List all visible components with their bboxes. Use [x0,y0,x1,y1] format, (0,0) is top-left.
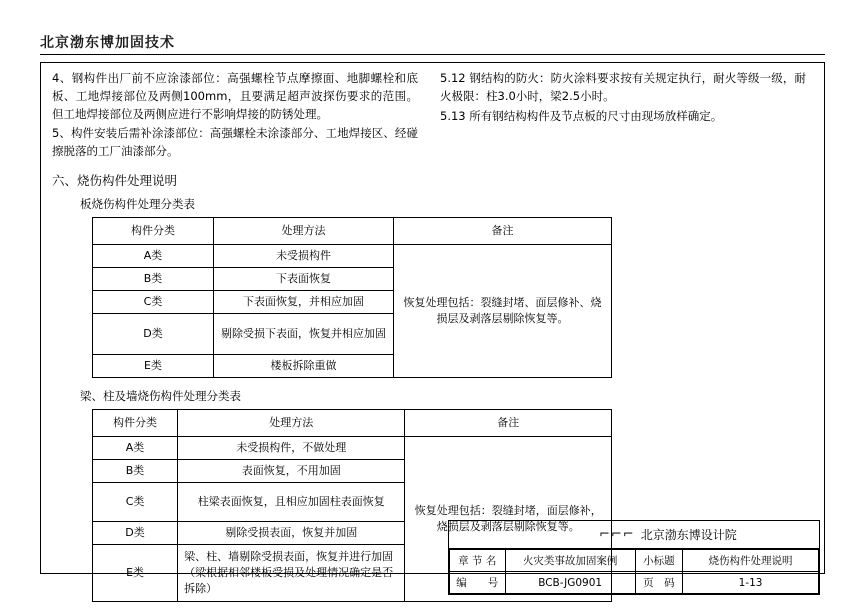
cell-class: B类 [93,268,214,291]
cell-class: C类 [93,291,214,314]
cell-method: 楼板拆除重做 [213,355,393,378]
field-label-page: 页 码 [635,572,682,594]
cell-method: 剔除受损表面，恢复并加固 [178,521,405,544]
table-row [450,550,819,572]
column-header: 备注 [394,218,612,245]
field-label-subtitle: 小标题 [635,550,682,572]
cell-method: 梁、柱、墙剔除受损表面，恢复并进行加固（梁根据相邻楼板受损及处理情况确定是否拆除） [178,544,405,601]
title-block-table [449,549,819,594]
cell-class: D类 [93,314,214,355]
column-header: 处理方法 [178,409,405,436]
cell-remark: 恢复处理包括：裂缝封堵、面层修补、烧损层及剥落层剔除恢复等。 [394,245,612,378]
cell-class: A类 [93,436,178,459]
field-value-chapter: 火灾类事故加固案例 [505,550,635,572]
header-divider [40,54,825,55]
document-header-title: 北京渤东博加固技术 [40,35,175,51]
table1-caption: 板烧伤构件处理分类表 [80,197,195,212]
paragraph: 4、钢构件出厂前不应涂漆部位：高强螺栓节点摩擦面、地脚螺栓和底板、工地焊接部位及两侧100mm，且要满足超声波探伤要求的范围。但工地焊接部位及两侧应进行不影响焊接的防锈处理。 [52,71,418,121]
title-block [448,520,820,595]
cell-class: B类 [93,459,178,482]
cell-method: 未受损构件，不做处理 [178,436,405,459]
section-heading: 六、烧伤构件处理说明 [52,173,178,189]
cell-class: E类 [93,544,178,601]
paragraph: 5.13 所有钢结构构件及节点板的尺寸由现场放样确定。 [440,108,723,123]
column-header: 构件分类 [93,218,214,245]
paragraph: 5.12 钢结构的防火：防火涂料要求按有关规定执行，耐火等级一级，耐火极限：柱3.0小时，梁2.5小时。 [440,71,806,103]
cell-class: D类 [93,521,178,544]
cell-method: 下表面恢复，并相应加固 [213,291,393,314]
cell-method: 表面恢复，不用加固 [178,459,405,482]
table-row [93,245,612,268]
column-header: 备注 [405,409,612,436]
cell-remark: 恢复处理包括：裂缝封堵，面层修补，烧损层及剥落层剔除恢复等。 [405,436,612,601]
table2-caption: 梁、柱及墙烧伤构件处理分类表 [80,389,241,403]
table-row [450,572,819,594]
table-header-row [93,409,612,436]
cell-method: 柱梁表面恢复，且相应加固柱表面恢复 [178,482,405,521]
cell-class: C类 [93,482,178,521]
field-value-number: BCB-JG0901 [505,572,635,594]
company-name: 北京渤东博设计院 [640,528,737,542]
table-row [93,436,612,459]
paragraph: 5、构件安装后需补涂漆部位：高强螺栓未涂漆部分、工地焊接区、经碰擦脱落的工厂油漆部分。 [52,126,418,159]
cell-method: 剔除受损下表面，恢复并相应加固 [213,314,393,355]
left-column [52,70,418,163]
table-header-row [93,218,612,245]
cell-class: A类 [93,245,214,268]
top-two-column-text [52,70,812,163]
field-value-subtitle: 烧伤构件处理说明 [683,550,819,572]
column-header: 构件分类 [93,409,178,436]
field-value-page: 1-13 [683,572,819,594]
right-column [440,70,806,163]
cell-method: 未受损构件 [213,245,393,268]
title-block-logo-row [449,521,819,549]
company-logo-icon: ⌐⌐⌐ [599,527,635,542]
burn-damage-slab-table [92,217,612,378]
column-header: 处理方法 [213,218,393,245]
field-label-number: 编 号 [450,572,506,594]
cell-class: E类 [93,355,214,378]
field-label-chapter: 章 节 名 [450,550,506,572]
cell-method: 下表面恢复 [213,268,393,291]
